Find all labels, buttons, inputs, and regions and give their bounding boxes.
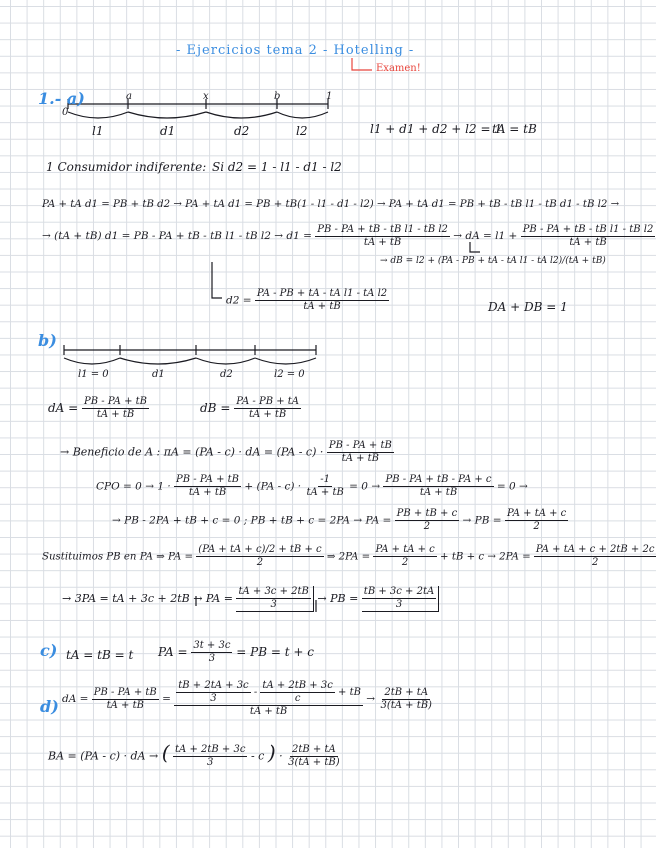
cpo-num1: PB - PA + tB <box>176 474 239 485</box>
exam-note: Examen! <box>376 63 421 74</box>
subst-frac-2 <box>373 544 436 569</box>
cpo-den2: tA + tB <box>306 487 344 498</box>
d2-num: PA - PB + tA - tA l1 - tA l2 <box>256 288 388 299</box>
indifferent-expr: Si d2 = 1 - l1 - d1 - l2 <box>212 160 342 174</box>
part-c-cond: tA = tB = t <box>66 648 134 662</box>
brace-l2 <box>277 112 328 118</box>
part-d-ba: BA = (PA - c) · dA → ( $\frac{tA + 2tB + 3c}{3}$ - c ) · $\frac{2tB + tA}{3(tA + tB)}$ <box>48 740 340 768</box>
d-big-num: $\frac{tB + 2tA + 3c}{3}$ - $\frac{tA + 2tB + 3c}{c}$ + tB <box>174 680 363 706</box>
final-pa-frac <box>236 586 313 612</box>
dA-num: PB - PA + tB - tB l1 - tB l2 <box>522 223 654 235</box>
brace-l1 <box>68 112 128 118</box>
subst-num3: PA + tA + c + 2tB + 2c <box>535 544 655 555</box>
brace-b-d1 <box>120 358 196 364</box>
final-line <box>62 586 439 612</box>
foc-line <box>112 508 568 533</box>
b-dA-fraction <box>82 396 149 421</box>
d-ba-paren-num: tA + 2tB + 3c <box>175 744 246 755</box>
cpo-frac-2 <box>304 474 345 499</box>
cpo-den1: tA + tB <box>188 487 227 498</box>
subst-mid: ⇒ 2PA = <box>326 551 371 563</box>
d-ba-minus: - c <box>250 749 265 763</box>
d-da-prefix: dA = <box>62 693 89 705</box>
cpo-num3: PB - PA + tB - PA + c <box>385 474 492 485</box>
b-dB-prefix: dB = <box>200 401 231 415</box>
cpo-den3: tA + tB <box>419 487 458 498</box>
foc-pb-den: 2 <box>533 521 540 532</box>
part-b-label: b) <box>38 331 57 350</box>
d-big-num-b <box>260 680 334 705</box>
brace-b-l2 <box>255 358 316 364</box>
brace-label-l1: l1 <box>92 124 104 138</box>
b-dA-den: tA + tB <box>96 409 135 420</box>
d-ba-paren-frac <box>173 744 247 769</box>
final-pa-num: tA + 3c + 2tB <box>238 586 309 597</box>
d-ba-prefix: BA = (PA - c) · dA → <box>48 749 159 763</box>
benefit-den: tA + tB <box>341 453 380 464</box>
cost-equal: tA = tB <box>492 122 537 136</box>
d-da-num: PB - PA + tB <box>93 686 157 698</box>
cpo-prefix: CPO = 0 → 1 · <box>96 480 171 493</box>
point-0: 0 <box>62 107 69 118</box>
dA-fraction <box>521 224 656 249</box>
final-pa-den: 3 <box>270 599 277 610</box>
foc-pa-frac <box>395 508 460 533</box>
d-da-frac <box>92 687 159 712</box>
d1-num: PB - PA + tB - tB l1 - tB l2 <box>317 223 448 235</box>
d-big-plus: + tB <box>338 687 361 698</box>
cpo-frac-3 <box>383 474 493 499</box>
page-title: - Ejercicios tema 2 - Hotelling - <box>176 43 415 58</box>
b-dA-prefix: dA = <box>48 401 79 415</box>
benefit-fraction <box>327 440 394 465</box>
brace-d2 <box>206 112 277 118</box>
brace-d1 <box>128 112 206 118</box>
c-pa-result: = PB = t + c <box>236 645 314 659</box>
cpo-num2: -1 <box>320 474 331 485</box>
eq-line-2 <box>42 222 655 250</box>
d-ba-result-num: 2tB + tA <box>292 744 336 755</box>
part-c-label: c) <box>40 641 58 660</box>
part-c-result <box>158 640 314 665</box>
b-dB <box>200 396 301 421</box>
d-big-frac <box>174 680 363 718</box>
subst-frac-1 <box>196 544 323 569</box>
d2-fraction <box>255 288 389 313</box>
b-dB-fraction <box>234 396 301 421</box>
brace-b-l1 <box>64 358 120 364</box>
part-a-label: 1.- a) <box>38 89 85 108</box>
d-big-num-b-d: c <box>294 693 301 704</box>
part-d-line: dA = $\frac{PB - PA + tB}{tA + tB}$ = $\frac{tB + 2tA + 3c}{3}$ - $\frac{tA + 2tB + 3c}{c}$ + tB tA + tB → $\frac{2tB + tA}{3(tA + tB)}$ <box>62 680 432 717</box>
d-ba-result-frac <box>286 744 342 769</box>
foc-pb-num: PA + tA + c <box>506 508 567 519</box>
d-result-den: 3(tA + tB) <box>380 699 432 711</box>
subst-den3: 2 <box>591 557 599 568</box>
d-ba-paren-den: 3 <box>207 757 214 768</box>
b-dA-num: PB - PA + tB <box>84 396 147 407</box>
cpo-frac-1 <box>174 474 241 499</box>
d-result-num: 2tB + tA <box>384 686 429 698</box>
c-pa-num: 3t + 3c <box>193 640 231 651</box>
d-ba-result-den: 3(tA + tB) <box>288 757 340 768</box>
part-d-label: d) <box>40 697 59 716</box>
d-big-den: tA + tB <box>249 706 288 717</box>
point-a: a <box>126 91 132 102</box>
final-pb-prefix: → PB = <box>317 592 359 605</box>
subst-frac-3 <box>534 544 656 569</box>
exam-arrow-icon <box>352 58 372 70</box>
foc-pb-frac <box>505 508 568 533</box>
point-1: 1 <box>326 91 333 102</box>
foc-text: → PB - 2PA + tB + c = 0 ; PB + tB + c = 2PA → PA = <box>112 514 392 527</box>
final-pb-den: 3 <box>395 599 403 610</box>
d1-fraction <box>315 224 450 249</box>
subst-mid2: + tB + c → 2PA = <box>440 551 531 563</box>
subst-prefix: Sustituimos PB en PA ⇒ PA = <box>42 551 194 563</box>
d-big-num-a-n: tB + 2tA + 3c <box>178 680 249 691</box>
dB-line: → dB = l2 + (PA - PB + tA - tA l1 - tA l2)/(tA + tB) <box>380 256 606 266</box>
benefit-num: PB - PA + tB <box>328 440 392 451</box>
dA-prefix: → dA = l1 + <box>453 230 518 242</box>
benefit-label: → Beneficio de A : <box>60 445 161 459</box>
brace-b-d2 <box>196 358 255 364</box>
subst-den: 2 <box>256 557 264 568</box>
dA-den: tA + tB <box>569 236 607 248</box>
d2-prefix: d2 = <box>226 294 252 307</box>
b-brace-d1: d1 <box>152 369 165 380</box>
eq-line-1: PA + tA d1 = PB + tB d2 → PA + tA d1 = PB + tB(1 - l1 - d1 - l2) → PA + tA d1 = PB + tB - tB l1 - tB d1 - tB l2 → <box>42 199 620 210</box>
brace-label-d1: d1 <box>160 124 176 138</box>
b-dB-num: PA - PB + tA <box>236 396 300 407</box>
c-pa-prefix: PA = <box>158 645 188 659</box>
final-text: → 3PA = tA + 3c + 2tB → PA = <box>62 592 233 605</box>
point-x: x <box>203 91 209 102</box>
cpo-eq: = 0 → <box>349 480 381 493</box>
eq-line-2-left: → (tA + tB) d1 = PB - PA + tB - tB l1 - tB l2 → d1 = <box>42 230 312 242</box>
indifferent-label: 1 Consumidor indiferente: <box>46 160 207 174</box>
d-big-num-b-n: tA + 2tB + 3c <box>262 680 333 691</box>
foc-pb-prefix: → PB = <box>462 514 502 527</box>
d2-expression <box>226 288 389 313</box>
cpo-mid: + (PA - c) · <box>244 480 302 493</box>
b-dA <box>48 396 149 421</box>
subst-num2: PA + tA + c <box>375 544 435 555</box>
demand-sum: DA + DB = 1 <box>488 300 568 314</box>
d-big-num-a <box>176 680 250 705</box>
d-da-den: tA + tB <box>106 699 144 711</box>
d2-den: tA + tB <box>303 301 341 312</box>
brace-label-l2: l2 <box>296 124 308 138</box>
benefit-line <box>60 440 394 465</box>
cpo-end: = 0 → <box>496 480 528 493</box>
foc-pa-den: 2 <box>423 521 431 532</box>
final-pb-num: tB + 3c + 2tA <box>363 586 435 597</box>
foc-pa-num: PB + tB + c <box>396 508 458 519</box>
identity: l1 + d1 + d2 + l2 = 1 <box>370 122 502 136</box>
c-pa-den: 3 <box>208 653 216 664</box>
subst-den2: 2 <box>401 557 409 568</box>
subst-line <box>42 544 656 569</box>
d-result-frac <box>378 687 434 712</box>
b-brace-d2: d2 <box>220 369 233 380</box>
cpo-line <box>96 474 528 499</box>
final-pb-frac <box>362 586 439 612</box>
benefit-expr: πA = (PA - c) · dA = (PA - c) · <box>163 445 324 459</box>
b-brace-l1: l1 = 0 <box>78 369 109 380</box>
d1-den: tA + tB <box>363 236 402 248</box>
point-b: b <box>274 91 281 102</box>
d-big-num-a-d: 3 <box>210 693 217 704</box>
b-brace-l2: l2 = 0 <box>274 369 305 380</box>
b-dB-den: tA + tB <box>248 409 287 420</box>
c-pa-frac <box>191 640 232 665</box>
subst-inner: (PA + tA + c)/2 + tB + c <box>198 544 322 555</box>
brace-label-d2: d2 <box>234 124 250 138</box>
bracket-arrow-d2 <box>212 262 222 298</box>
